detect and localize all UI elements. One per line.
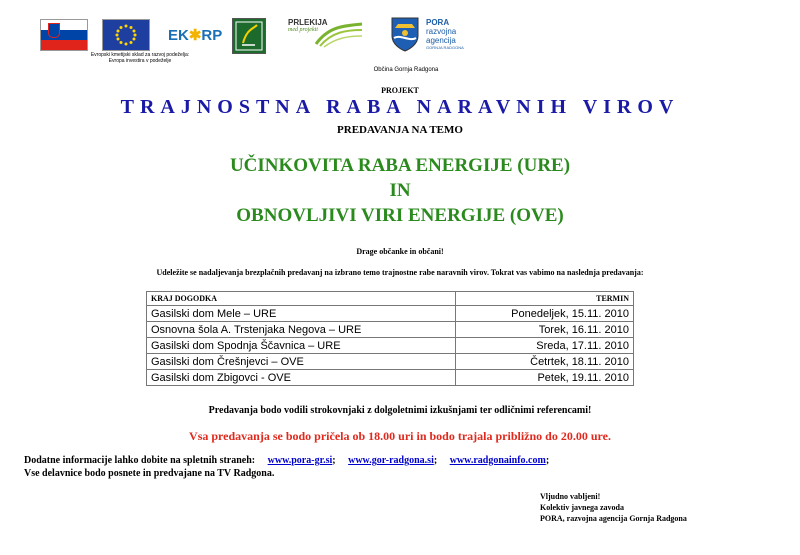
slovenia-flag-icon bbox=[40, 19, 88, 51]
eu-flag-icon bbox=[102, 19, 150, 51]
table-header-row bbox=[147, 292, 634, 306]
prlekija-wave-icon bbox=[314, 22, 364, 48]
table-row bbox=[147, 306, 634, 322]
predavanja-label: PREDAVANJA NA TEMO bbox=[337, 124, 463, 136]
pora-logo bbox=[426, 18, 496, 51]
experts-text: Predavanja bodo vodili strokovnjaki z dolgoletnimi izkušnjami ter odličnimi referencami! bbox=[208, 405, 592, 416]
pora-text-1: PORA bbox=[426, 18, 450, 27]
prlekija-logo bbox=[288, 18, 366, 54]
greeting: Drage občanke in občani! bbox=[356, 247, 444, 256]
topic-ove: OBNOVLJIVI VIRI ENERGIJE (OVE) bbox=[236, 205, 564, 226]
pora-text-2: razvojna bbox=[426, 27, 457, 36]
ekrp-star-icon: ✱ bbox=[188, 27, 202, 44]
projekt-label: PROJEKT bbox=[381, 86, 419, 95]
obcina-caption: Občina Gornja Radgona bbox=[373, 67, 439, 73]
table-row bbox=[147, 338, 634, 354]
row-date: Ponedeljek, 15.11. 2010 bbox=[455, 306, 633, 322]
topic-ure: UČINKOVITA RABA ENERGIJE (URE) bbox=[229, 155, 571, 176]
signature-line-2: Kolektiv javnega zavoda bbox=[540, 503, 624, 512]
sep-1: ; bbox=[332, 455, 336, 466]
eu-caption-line-1: Evropski kmetijski sklad za razvoj podeželja: bbox=[90, 52, 190, 58]
schedule-table bbox=[146, 291, 634, 386]
link-radgonainfo[interactable]: www.radgonainfo.com bbox=[449, 455, 546, 466]
tv-text: Vse delavnice bodo posnete in predvajane na TV Radgona. bbox=[24, 468, 275, 479]
eu-caption bbox=[80, 52, 200, 64]
sep-3: ; bbox=[545, 455, 550, 466]
info-label: Dodatne informacije lahko dobite na spletnih straneh: bbox=[24, 455, 256, 466]
col-header-place: KRAJ DOGODKA bbox=[147, 292, 456, 306]
signature-line-1: Vljudno vabljeni! bbox=[540, 492, 601, 501]
sep-2: ; bbox=[433, 455, 438, 466]
col-header-date: TERMIN bbox=[455, 292, 633, 306]
link-gor-radgona[interactable]: www.gor-radgona.si bbox=[348, 455, 434, 466]
ekrp-text-2: RP bbox=[201, 27, 223, 44]
signature bbox=[540, 491, 687, 524]
topic-in: IN bbox=[389, 180, 411, 201]
project-title: TRAJNOSTNA RABA NARAVNIH VIROV bbox=[120, 96, 680, 118]
table-row bbox=[147, 354, 634, 370]
leader-logo-icon bbox=[232, 18, 266, 54]
table-row bbox=[147, 322, 634, 338]
pora-text-4: GORNJA RADGONA bbox=[426, 45, 464, 50]
coat-of-arms-icon bbox=[390, 16, 420, 52]
row-place: Gasilski dom Črešnjevci – OVE bbox=[147, 354, 456, 370]
row-date: Četrtek, 18.11. 2010 bbox=[455, 354, 633, 370]
link-pora[interactable]: www.pora-gr.si bbox=[267, 455, 333, 466]
info-line bbox=[24, 455, 549, 466]
eu-caption-line-2: Evropa investira v podeželje bbox=[108, 58, 172, 64]
ekrp-text-1: EK bbox=[168, 27, 189, 44]
signature-line-3: PORA, razvojna agencija Gornja Radgona bbox=[540, 514, 687, 523]
row-date: Sreda, 17.11. 2010 bbox=[455, 338, 633, 354]
table-row bbox=[147, 370, 634, 386]
ekrp-logo bbox=[168, 26, 222, 44]
logo-row bbox=[40, 14, 500, 73]
prlekija-subtitle: med projekti bbox=[288, 27, 318, 33]
row-place: Gasilski dom Mele – URE bbox=[147, 306, 456, 322]
row-date: Torek, 16.11. 2010 bbox=[455, 322, 633, 338]
prlekija-title: PRLEKIJA bbox=[288, 18, 328, 27]
row-date: Petek, 19.11. 2010 bbox=[455, 370, 633, 386]
intro-text: Udeležite se nadaljevanja brezplačnih predavanj na izbrano temo trajnostne rabe naravnih virov. Tokrat vas vabimo na naslednja predavanja: bbox=[156, 268, 644, 277]
row-place: Gasilski dom Spodnja Ščavnica – URE bbox=[147, 338, 456, 354]
row-place: Gasilski dom Zbigovci - OVE bbox=[147, 370, 456, 386]
pora-text-3: agencija bbox=[426, 36, 456, 45]
row-place: Osnovna šola A. Trstenjaka Negova – URE bbox=[147, 322, 456, 338]
time-text: Vsa predavanja se bodo pričela ob 18.00 uri in bodo trajala približno do 20.00 ure. bbox=[189, 429, 611, 443]
